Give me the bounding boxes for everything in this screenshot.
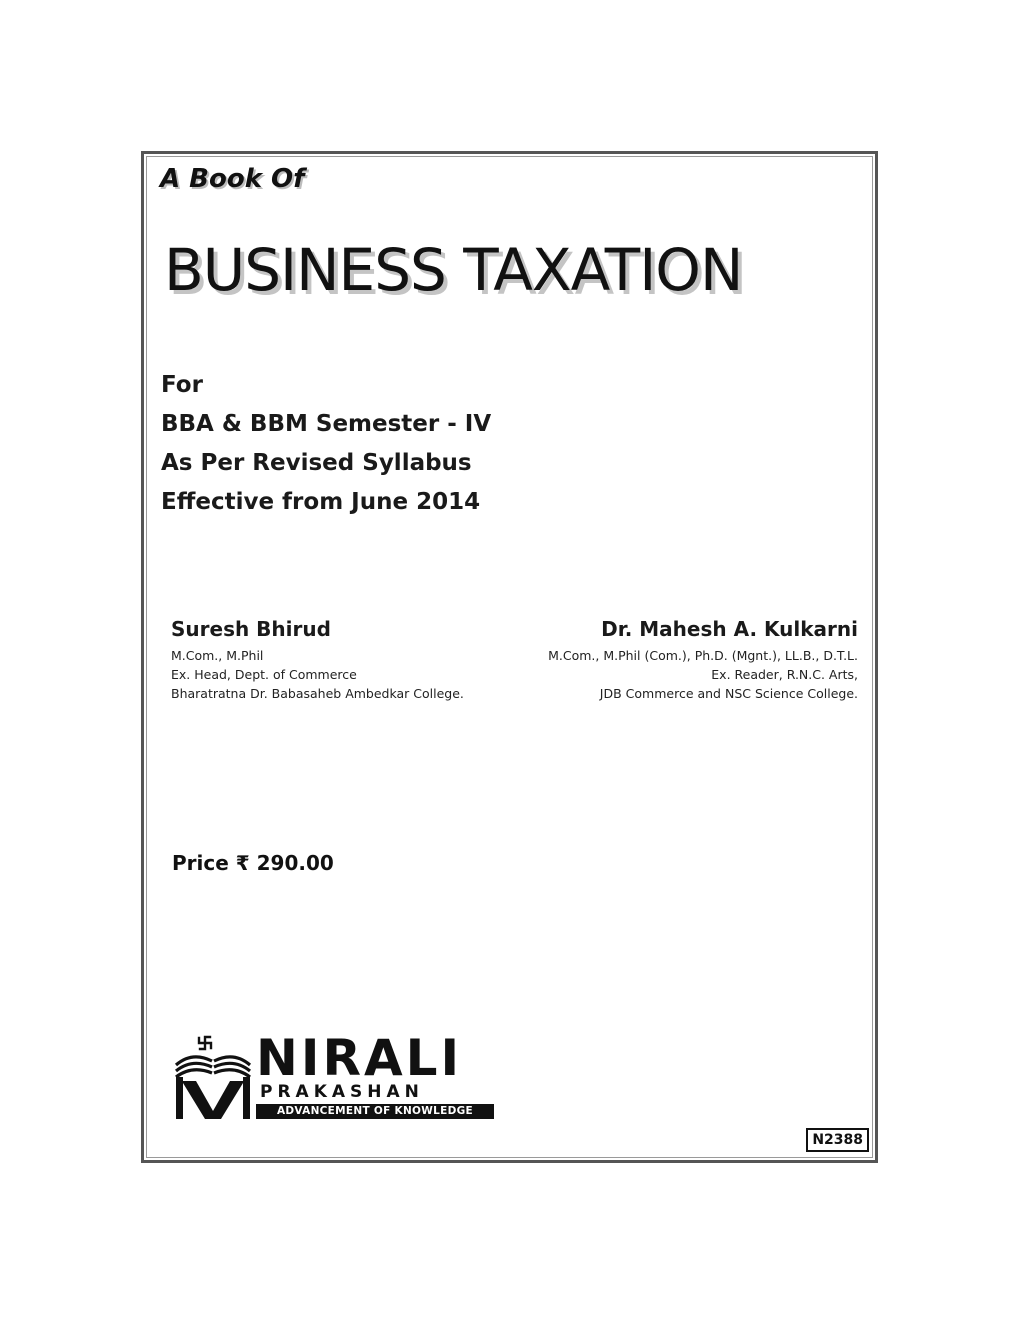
book-kicker: A Book Of <box>160 164 305 194</box>
author-institution: JDB Commerce and NSC Science College. <box>599 686 858 701</box>
course-line-for: For <box>161 372 203 398</box>
author-name: Dr. Mahesh A. Kulkarni <box>601 617 858 641</box>
publisher-name: NIRALI <box>256 1029 463 1087</box>
author-second <box>548 614 858 703</box>
book-code-badge: N2388 <box>806 1128 869 1152</box>
publisher-emblem-icon <box>172 1031 254 1121</box>
course-line-program: BBA & BBM Semester - IV <box>161 411 492 437</box>
author-position: Ex. Reader, R.N.C. Arts, <box>711 667 858 682</box>
publisher-logo <box>172 1031 494 1121</box>
course-line-effective: Effective from June 2014 <box>161 489 481 515</box>
publisher-tagline: ADVANCEMENT OF KNOWLEDGE <box>256 1104 494 1119</box>
author-name: Suresh Bhirud <box>171 617 331 641</box>
author-first <box>171 614 464 703</box>
cover-frame <box>141 151 878 1163</box>
price-label: Price ₹ 290.00 <box>172 851 334 875</box>
author-position: Ex. Head, Dept. of Commerce <box>171 667 357 682</box>
author-qualification: M.Com., M.Phil <box>171 648 264 663</box>
book-title: BUSINESS TAXATION <box>164 236 743 304</box>
publisher-subname: PRAKASHAN <box>260 1082 424 1102</box>
course-info <box>161 366 491 522</box>
author-qualification: M.Com., M.Phil (Com.), Ph.D. (Mgnt.), LL.B., D.T.L. <box>548 648 858 663</box>
course-line-syllabus: As Per Revised Syllabus <box>161 450 472 476</box>
author-institution: Bharatratna Dr. Babasaheb Ambedkar College. <box>171 686 464 701</box>
